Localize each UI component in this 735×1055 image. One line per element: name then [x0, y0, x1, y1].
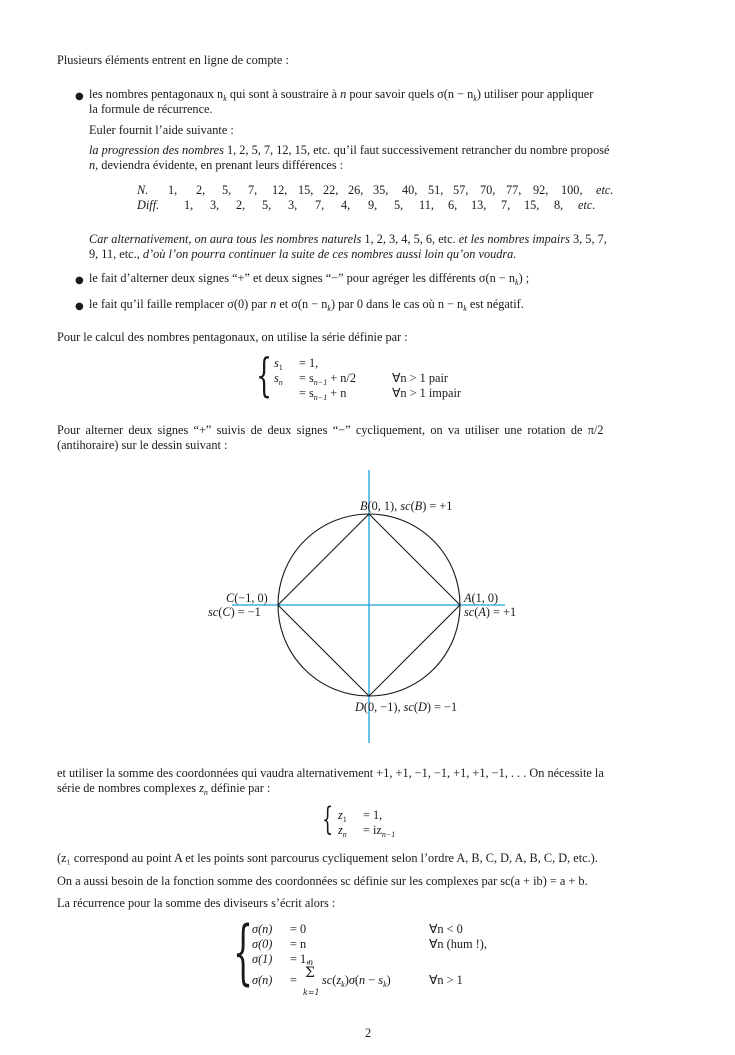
- recurrence-row-1-lhs: σ(n): [252, 922, 273, 936]
- recurrence-intro: La récurrence pour la somme des diviseurs s’écrit alors :: [57, 896, 336, 910]
- sequence-row-N: N. 1, 2, 5, 7, 12, 15, 22, 26, 35, 40, 51, 57, 70, 77, 92, 100, etc.: [137, 183, 614, 197]
- recurrence-row-4-sum-body: $sc(z_k)\sigma(n - s_k)$: [322, 973, 391, 989]
- complex-row-2: $z_n$: [338, 823, 347, 839]
- sum-lower-bound: k=1: [303, 988, 320, 997]
- complex-row-1-rhs: = 1,: [363, 808, 383, 822]
- recurrence-row-4-lhs: σ(n): [252, 973, 273, 987]
- label-D: D(0, −1), sc(D) = −1: [355, 700, 458, 714]
- rotation-intro-line-2: (antihoraire) sur le dessin suivant :: [57, 438, 228, 452]
- label-A-sc: sc(A) = +1: [464, 605, 517, 619]
- pentagonal-row-3-cond: ∀n > 1 impair: [392, 386, 461, 400]
- label-B: B(0, 1), sc(B) = +1: [360, 499, 453, 513]
- sum-upper-bound: n: [308, 958, 314, 967]
- label-A-coords: A(1, 0): [464, 591, 499, 605]
- recurrence-row-3-rhs: = 1,: [290, 952, 310, 966]
- pentagonal-row-2-cond: ∀n > 1 pair: [392, 371, 448, 385]
- pentagonal-row-2: $s_n$: [274, 371, 283, 387]
- complex-row-2-rhs: = $iz_{n-1}$: [363, 823, 396, 839]
- quote-line-2: n, deviendra évidente, en prenant leurs différences :: [89, 158, 344, 172]
- sc-definition-line: On a aussi besoin de la fonction somme des coordonnées sc définie sur les complexes par sc(a + ib) = a + b.: [57, 874, 588, 888]
- page-number: 2: [365, 1026, 372, 1040]
- note-line: (z₁ correspond au point A et les points sont parcourus cycliquement selon l’ordre A, B, C, D, A, B, C, D, etc.).: [57, 851, 598, 865]
- recurrence-row-4-cond: ∀n > 1: [429, 973, 463, 987]
- euler-intro: Euler fournit l’aide suivante :: [89, 123, 234, 137]
- bullet-3-text: le fait qu’il faille remplacer σ(0) par n et $\sigma(n - n_k)$ par 0 dans le cas où $n - n_k$ est négatif.: [89, 297, 524, 313]
- bullet-icon: ●: [75, 301, 84, 312]
- quote-line-4: 9, 11, etc., d’où l’on pourra continuer la suite de ces nombres aussi loin qu’on voudra.: [89, 247, 517, 261]
- quote-line-1: la progression des nombres 1, 2, 5, 7, 12, 15, etc. qu’il faut successivement retrancher du nombre proposé: [89, 143, 610, 157]
- after-diagram-line-2: série de nombres complexes $z_n$ définie par :: [57, 781, 271, 797]
- label-C-coords: C(−1, 0): [226, 591, 268, 605]
- intro-text: Plusieurs éléments entrent en ligne de compte :: [57, 53, 289, 67]
- recurrence-row-1-cond: ∀n < 0: [429, 922, 463, 936]
- left-brace: {: [256, 348, 273, 402]
- recurrence-row-4-rhs: =: [290, 973, 297, 987]
- sequence-row-diff: Diff. 1, 3, 2, 5, 3, 7, 4, 9, 5, 11, 6, 13, 7, 15, 8, etc.: [137, 198, 596, 212]
- recurrence-row-2-cond: ∀n (hum !),: [429, 937, 487, 951]
- recurrence-row-2-rhs: = n: [290, 937, 307, 951]
- left-brace: {: [322, 800, 334, 838]
- after-diagram-line-1: et utiliser la somme des coordonnées qui vaudra alternativement +1, +1, −1, −1, +1, +1, −1, . . . On nécessite la: [57, 766, 604, 780]
- rotation-intro-line-1: Pour alterner deux signes “+” suivis de deux signes “−” cycliquement, on va utiliser une rotation de π/2: [57, 423, 604, 437]
- bullet-1-line-2: la formule de récurrence.: [89, 102, 213, 116]
- bullet-1-line-1: les nombres pentagonaux $n_k$ qui sont à soustraire à n pour savoir quels $\sigma(n - n_k)$ utiliser pour appliquer: [89, 87, 594, 103]
- recurrence-row-1-rhs: = 0: [290, 922, 307, 936]
- bullet-icon: ●: [75, 275, 84, 286]
- left-brace: {: [233, 911, 254, 993]
- pentagonal-row-3-rhs: = $s_{n-1} + n$: [299, 386, 347, 402]
- bullet-icon: ●: [75, 91, 84, 102]
- recurrence-row-2-lhs: σ(0): [252, 937, 273, 951]
- pentagonal-intro: Pour le calcul des nombres pentagonaux, on utilise la série définie par :: [57, 330, 408, 344]
- pentagonal-row-1-rhs: = 1,: [299, 356, 319, 370]
- recurrence-row-3-lhs: σ(1): [252, 952, 273, 966]
- pentagonal-row-1: $s_1$: [274, 356, 283, 372]
- summation-symbol: Σ: [305, 965, 315, 981]
- row-label: N.: [137, 183, 149, 197]
- row-label: Diff.: [137, 198, 160, 212]
- label-C-sc: sc(C) = −1: [208, 605, 261, 619]
- complex-row-1: $z_1$: [338, 808, 347, 824]
- quote-line-3: Car alternativement, on aura tous les nombres naturels 1, 2, 3, 4, 5, 6, etc. et les nombres impairs 3, 5, 7,: [89, 232, 607, 246]
- pentagonal-row-2-rhs: = $s_{n-1} + n/2$: [299, 371, 356, 387]
- bullet-2-text: le fait d’alterner deux signes “+” et deux signes “−” pour agréger les différents $\sigma(n - n_k)$ ;: [89, 271, 530, 287]
